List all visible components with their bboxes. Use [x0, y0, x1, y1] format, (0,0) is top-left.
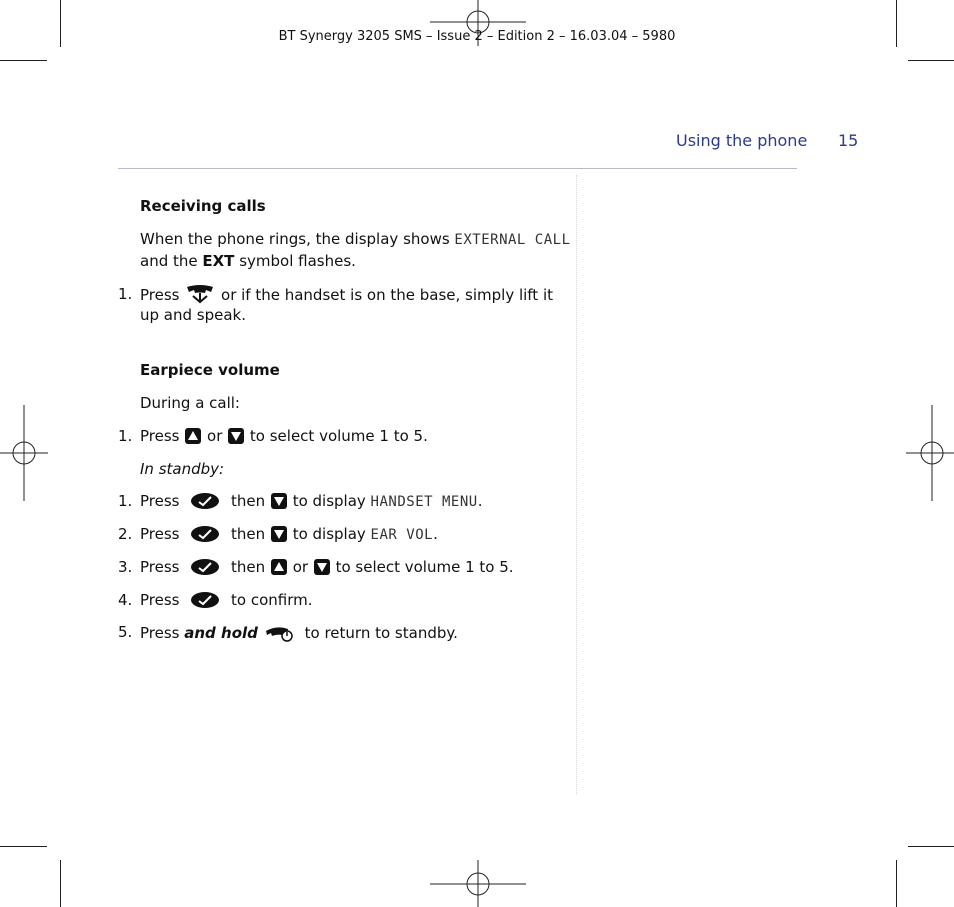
- step-text: or: [202, 427, 228, 445]
- crop-mark: [908, 60, 954, 61]
- paragraph-text: symbol flashes.: [234, 252, 356, 270]
- step-number: 3.: [118, 558, 133, 576]
- step-text: to display: [287, 492, 371, 510]
- standby-step-4: [140, 590, 313, 611]
- display-text-external-call: EXTERNAL CALL: [454, 232, 571, 248]
- receiving-step-1: [140, 284, 553, 306]
- down-arrow-icon: [313, 558, 331, 576]
- step-number: 4.: [118, 591, 133, 609]
- up-arrow-icon: [270, 558, 288, 576]
- step-text: Press: [140, 492, 185, 510]
- earpiece-volume-heading: Earpiece volume: [140, 361, 280, 379]
- receiving-step-1-continued: up and speak.: [140, 306, 246, 324]
- down-arrow-icon: [227, 427, 245, 445]
- receiving-paragraph-line2: [140, 251, 356, 272]
- crop-mark: [0, 60, 47, 61]
- step-text: to confirm.: [226, 591, 313, 609]
- paragraph-text: and the: [140, 252, 203, 270]
- step-number: 2.: [118, 525, 133, 543]
- earpiece-call-step-1: [140, 426, 428, 447]
- crop-mark: [908, 846, 954, 847]
- header-rule: [118, 168, 797, 169]
- step-text: or if the handset is on the base, simply lift it: [216, 286, 554, 304]
- ok-key-icon: [190, 525, 220, 543]
- step-number: 1.: [118, 285, 133, 303]
- step-text: to select volume 1 to 5.: [330, 558, 514, 576]
- receiving-calls-heading: Receiving calls: [140, 197, 266, 215]
- ok-key-icon: [190, 558, 220, 576]
- during-call-label: During a call:: [140, 394, 240, 412]
- ext-symbol-label: EXT: [202, 252, 235, 270]
- step-text: Press: [140, 624, 185, 642]
- step-text: Press: [140, 286, 185, 304]
- paragraph-text: When the phone rings, the display shows: [140, 230, 455, 248]
- crop-mark: [896, 860, 897, 907]
- step-text: to select volume 1 to 5.: [245, 427, 428, 445]
- step-text: or: [287, 558, 313, 576]
- column-divider: [576, 175, 577, 795]
- step-text: Press: [140, 591, 185, 609]
- down-arrow-icon: [270, 525, 288, 543]
- display-text-handset-menu: HANDSET MENU: [370, 494, 478, 510]
- step-text: then: [226, 525, 270, 543]
- step-number: 5.: [118, 623, 133, 641]
- and-hold-emphasis: and hold: [184, 624, 258, 642]
- display-text-ear-vol: EAR VOL: [370, 527, 434, 543]
- standby-step-2: [140, 524, 438, 546]
- step-text: .: [477, 492, 483, 510]
- up-arrow-icon: [184, 427, 202, 445]
- ok-key-icon: [190, 492, 220, 510]
- step-text: to return to standby.: [299, 624, 458, 642]
- registration-mark-bottom: [430, 860, 526, 907]
- step-text: then: [226, 558, 270, 576]
- standby-step-1: [140, 491, 482, 513]
- in-standby-label: In standby:: [140, 460, 225, 478]
- step-text: .: [433, 525, 438, 543]
- standby-step-3: [140, 557, 514, 578]
- standby-step-5: [140, 622, 458, 644]
- page-number: 15: [838, 131, 859, 150]
- registration-mark-right: [906, 405, 954, 501]
- section-title: Using the phone: [676, 131, 808, 150]
- down-arrow-icon: [270, 492, 288, 510]
- step-number: 1.: [118, 427, 133, 445]
- registration-mark-left: [0, 405, 48, 501]
- print-header: BT Synergy 3205 SMS – Issue 2 – Edition 2 – 16.03.04 – 5980: [278, 29, 676, 44]
- crop-mark: [60, 860, 61, 907]
- step-text: Press: [140, 427, 185, 445]
- step-text: then: [226, 492, 270, 510]
- end-key-icon: [264, 622, 294, 642]
- step-text: to display: [287, 525, 371, 543]
- ok-key-icon: [190, 591, 220, 609]
- step-number: 1.: [118, 492, 133, 510]
- talk-key-icon: [184, 284, 216, 304]
- step-text: Press: [140, 558, 185, 576]
- crop-mark: [0, 846, 47, 847]
- step-text: Press: [140, 525, 185, 543]
- receiving-paragraph-line1: [140, 229, 571, 251]
